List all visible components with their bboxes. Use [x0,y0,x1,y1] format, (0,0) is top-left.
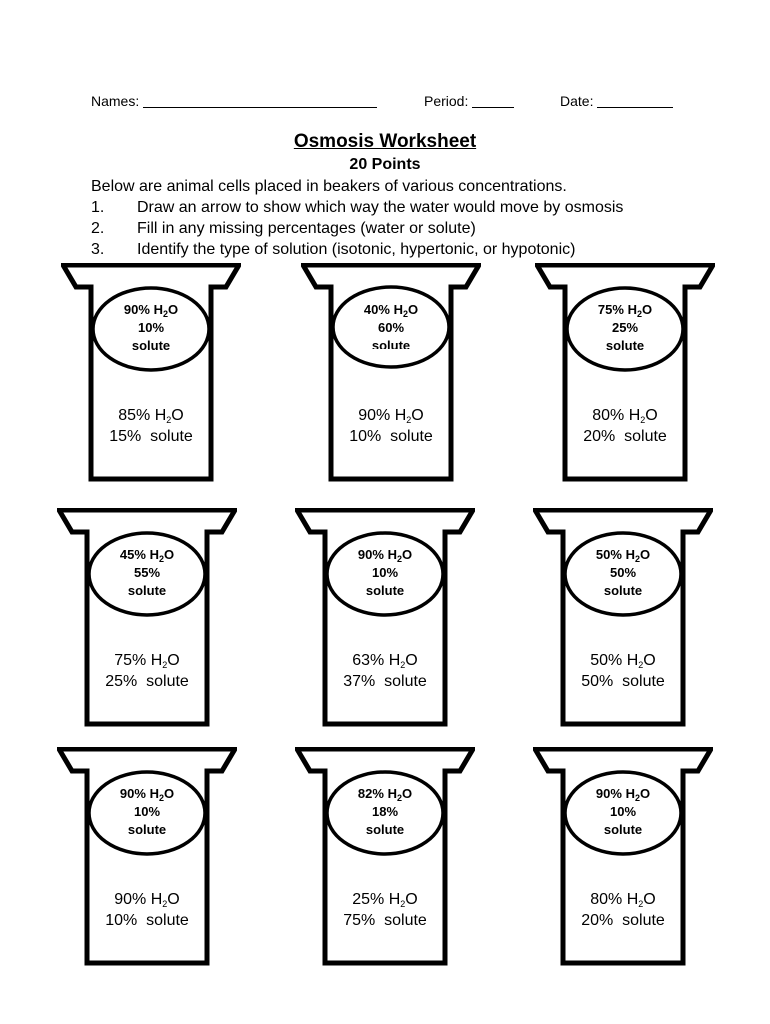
instruction-2 [91,220,476,238]
solution-concentration: 75% $H_2O$ 25% solute [105,652,189,690]
instruction-text: Fill in any missing percentages (water or solute) [137,220,476,237]
instruction-1 [91,199,623,217]
names-label: Names: [91,93,140,109]
date-field[interactable] [560,93,673,109]
beaker-7 [57,747,237,967]
beaker-outline-icon [61,263,241,483]
cell-concentration: 75% $H_2O$ 25% solute [597,302,653,353]
solution-concentration: 63% $H_2O$ 37% solute [343,652,427,690]
solution-concentration: 80% $H_2O$ 20% solute [583,407,667,445]
beaker-1 [61,263,241,483]
cell-concentration: 90% $H_2O$ 10% solute [123,302,179,353]
beaker-6 [533,508,713,728]
names-field[interactable] [91,93,377,109]
cell-concentration: 90% $H_2O$ 10% solute [595,786,651,837]
cell-concentration: 82% $H_2O$ 18% solute [357,786,413,837]
solution-concentration: 90% $H_2O$ 10% solute [349,407,433,445]
beaker-outline-icon [533,747,713,967]
period-blank[interactable] [472,93,514,108]
beaker-outline-icon [57,747,237,967]
cell-concentration: 45% $H_2O$ 55% solute [119,547,175,598]
date-label: Date: [560,93,594,109]
solution-concentration: 90% $H_2O$ 10% solute [105,891,189,929]
instruction-number: 2. [91,220,105,237]
instruction-text: Identify the type of solution (isotonic, hypertonic, or hypotonic) [137,241,576,258]
beaker-outline-icon [533,508,713,728]
names-blank[interactable] [143,93,377,108]
instruction-number: 3. [91,241,105,258]
solution-concentration: 50% $H_2O$ 50% solute [581,652,665,690]
beaker-9 [533,747,713,967]
beaker-3 [535,263,715,483]
period-field[interactable] [424,93,514,109]
date-blank[interactable] [597,93,673,108]
header-line [0,93,770,113]
beaker-outline-icon [301,263,481,483]
points-label: 20 Points [349,156,421,173]
solution-concentration: 85% $H_2O$ 15% solute [109,407,193,445]
beaker-outline-icon [57,508,237,728]
beaker-2 [301,263,481,483]
cell-concentration: 50% $H_2O$ 50% solute [595,547,651,598]
beaker-5 [295,508,475,728]
cell-concentration: 90% $H_2O$ 10% solute [357,547,413,598]
worksheet-title: Osmosis Worksheet [293,131,477,152]
instruction-3 [91,241,575,259]
beaker-outline-icon [295,747,475,967]
beaker-8 [295,747,475,967]
cell-concentration: 40% $H_2O$ 60% solute [363,302,419,349]
beaker-outline-icon [295,508,475,728]
solution-concentration: 80% $H_2O$ 20% solute [581,891,665,929]
beaker-4 [57,508,237,728]
solution-concentration: 25% $H_2O$ 75% solute [343,891,427,929]
instruction-text: Draw an arrow to show which way the water would move by osmosis [137,199,624,216]
beaker-outline-icon [535,263,715,483]
cell-concentration: 90% $H_2O$ 10% solute [119,786,175,837]
period-label: Period: [424,93,469,109]
instruction-number: 1. [91,199,105,216]
intro-text: Below are animal cells placed in beakers of various concentrations. [91,178,567,195]
